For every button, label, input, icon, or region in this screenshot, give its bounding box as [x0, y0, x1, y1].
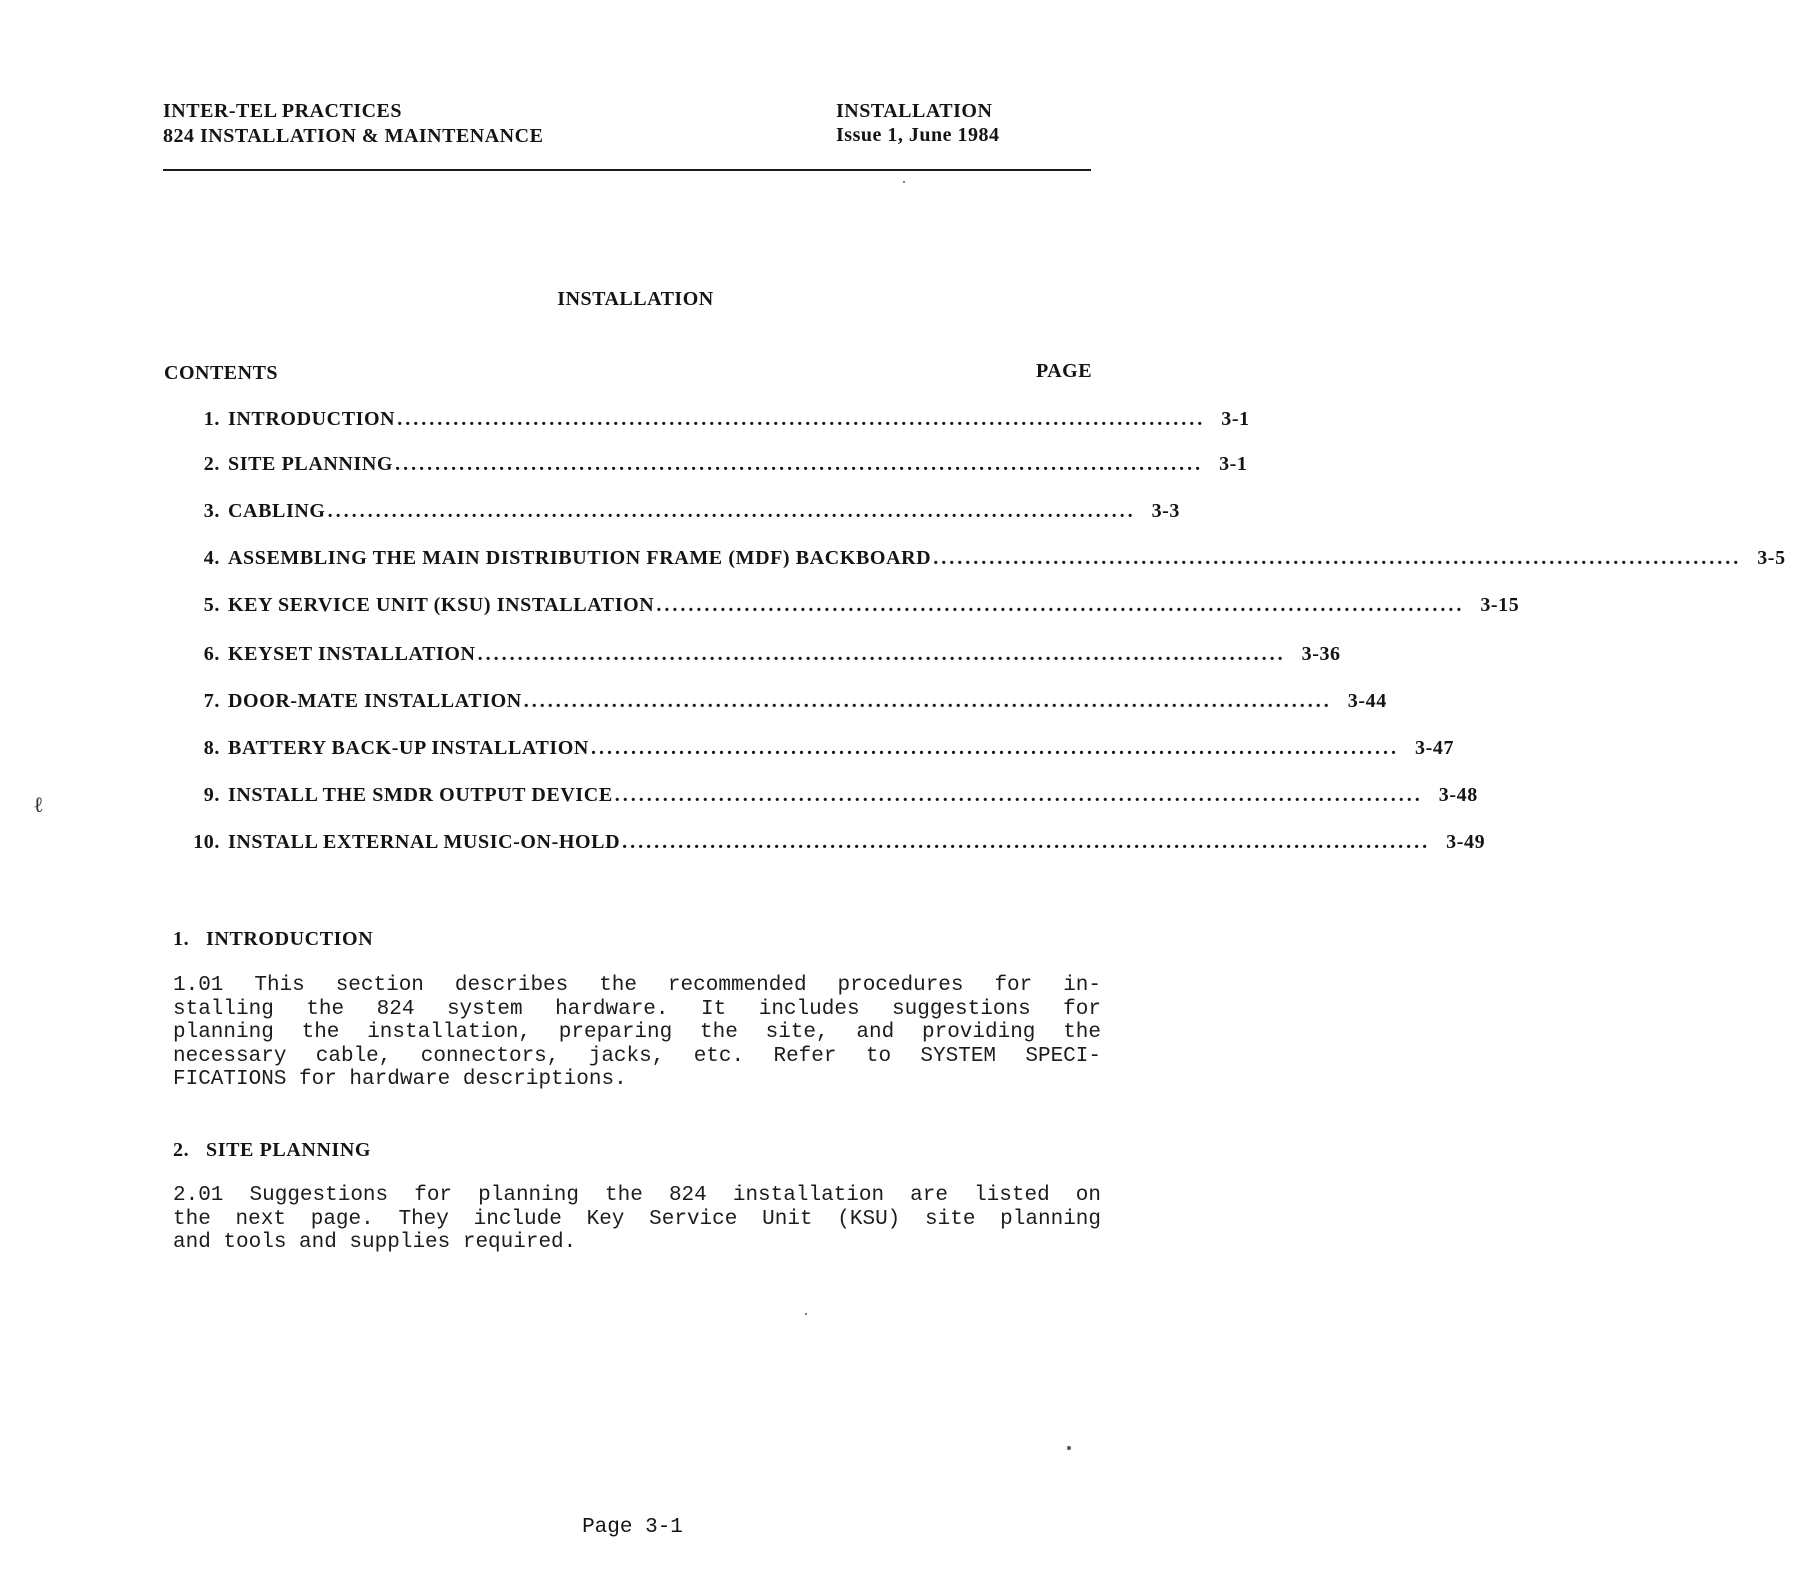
toc-entry-number: 6.: [203, 643, 220, 665]
toc-entry-page: 3-36: [1301, 643, 1341, 665]
toc-entry-page: 3-48: [1438, 784, 1478, 806]
section-number: 1.: [173, 928, 190, 950]
toc-entry-number: 2.: [203, 453, 220, 475]
toc-leader-dots: .....................................................................................................: [656, 594, 1465, 616]
toc-leader-dots: .....................................................................................................: [614, 784, 1423, 806]
paragraph-line: the next page. They include Key Service Unit (KSU) site planning: [173, 1207, 1101, 1231]
toc-entry-title: DOOR-MATE INSTALLATION: [228, 690, 522, 712]
toc-entry-number: 8.: [203, 737, 220, 759]
paragraph-line: and tools and supplies required.: [173, 1231, 577, 1254]
toc-entry-title: BATTERY BACK-UP INSTALLATION: [228, 737, 589, 759]
header-rule: [163, 169, 1091, 171]
header-right-line2: Issue 1, June 1984: [836, 124, 1000, 146]
toc-entry-title: INSTALL THE SMDR OUTPUT DEVICE: [228, 784, 613, 806]
toc-entry-page: 3-5: [1757, 547, 1786, 569]
page-column-label: PAGE: [1036, 360, 1093, 382]
section-heading-text: INTRODUCTION: [206, 928, 374, 950]
page-title: INSTALLATION: [557, 288, 714, 310]
paragraph-line: 1.01 This section describes the recommended procedures for in-: [173, 974, 1101, 997]
toc-entry-page: 3-3: [1151, 500, 1181, 522]
section-heading-introduction: [173, 928, 373, 951]
section-number: 2.: [173, 1139, 190, 1161]
toc-entry-page: 3-47: [1414, 737, 1455, 759]
toc-entry-number: 3.: [203, 500, 220, 522]
header-left-line2: 824 INSTALLATION & MAINTENANCE: [163, 125, 544, 147]
toc-entry-page: 3-49: [1446, 831, 1486, 853]
section-heading-site-planning: [173, 1139, 371, 1162]
toc-entry-number: 10.: [193, 831, 220, 853]
toc-entry: [168, 500, 1181, 528]
section-heading-text: SITE PLANNING: [206, 1139, 372, 1161]
toc-entry: [168, 690, 1387, 718]
toc-entry-title: CABLING: [228, 500, 326, 522]
site-planning-paragraph: [173, 1184, 1101, 1255]
toc-entry: [168, 594, 1520, 622]
paragraph-line: stalling the 824 system hardware. It includes suggestions for: [173, 997, 1101, 1021]
toc-leader-dots: .....................................................................................................: [523, 690, 1332, 712]
toc-entry-number: 1.: [203, 408, 220, 430]
toc-entry-number: 9.: [203, 784, 220, 806]
toc-entry: [168, 453, 1248, 481]
header-left-line1: INTER-TEL PRACTICES: [163, 100, 403, 122]
scan-speck: [903, 181, 905, 183]
header-right-line1: INSTALLATION: [836, 100, 993, 122]
toc-entry: [168, 784, 1478, 812]
toc-entry-page: 3-1: [1219, 453, 1248, 475]
toc-entry-number: 7.: [203, 690, 220, 712]
toc-entry: [168, 831, 1486, 859]
toc-leader-dots: .....................................................................................................: [933, 547, 1742, 569]
toc-leader-dots: .....................................................................................................: [477, 643, 1286, 665]
toc-leader-dots: .....................................................................................................: [395, 453, 1204, 475]
paragraph-line: FICATIONS for hardware descriptions.: [173, 1068, 627, 1091]
toc-entry-page: 3-44: [1347, 690, 1387, 712]
toc-entry: [168, 737, 1455, 765]
page-number-footer: Page 3-1: [582, 1516, 683, 1539]
toc-entry-number: 4.: [203, 547, 220, 569]
toc-entry-title: SITE PLANNING: [228, 453, 394, 475]
toc-entry-page: 3-1: [1221, 408, 1250, 430]
toc-leader-dots: .....................................................................................................: [327, 500, 1136, 522]
paragraph-line: necessary cable, connectors, jacks, etc. Refer to SYSTEM SPECI-: [173, 1044, 1101, 1068]
paragraph-line: planning the installation, preparing the site, and providing the: [173, 1021, 1101, 1044]
toc-leader-dots: .....................................................................................................: [622, 831, 1431, 853]
toc-entry-number: 5.: [203, 594, 220, 616]
toc-entry: [168, 408, 1250, 436]
toc-leader-dots: .....................................................................................................: [590, 737, 1399, 759]
contents-label: CONTENTS: [164, 362, 279, 384]
scan-speck: [1067, 1446, 1071, 1450]
toc-entry: [168, 547, 1786, 575]
margin-mark: ℓ: [33, 792, 44, 817]
scan-speck: [805, 1313, 807, 1315]
toc-leader-dots: .....................................................................................................: [397, 408, 1206, 430]
toc-entry-page: 3-15: [1480, 594, 1520, 616]
toc-entry-title: INSTALL EXTERNAL MUSIC-ON-HOLD: [228, 831, 621, 853]
toc-entry-title: ASSEMBLING THE MAIN DISTRIBUTION FRAME (MDF) BACKBOARD: [228, 547, 932, 569]
toc-entry: [168, 643, 1341, 671]
toc-entry-title: KEY SERVICE UNIT (KSU) INSTALLATION: [228, 594, 655, 616]
toc-entry-title: INTRODUCTION: [228, 408, 396, 430]
introduction-paragraph: [173, 974, 1101, 1092]
paragraph-line: 2.01 Suggestions for planning the 824 installation are listed on: [173, 1184, 1101, 1207]
toc-entry-title: KEYSET INSTALLATION: [228, 643, 476, 665]
